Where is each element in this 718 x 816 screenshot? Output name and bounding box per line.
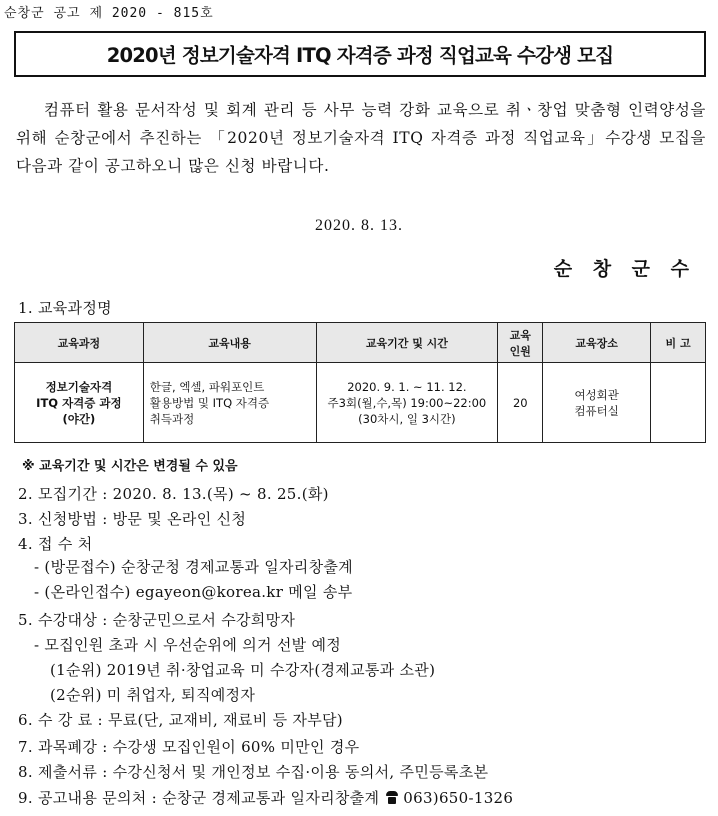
priority-1: (1순위) 2019년 취·창업교육 미 수강자(경제교통과 소관) — [50, 661, 436, 679]
place-line2: 컴퓨터실 — [574, 403, 619, 418]
content-line2: 활용방법 및 ITQ 자격증 — [149, 395, 270, 410]
intro-paragraph — [16, 96, 706, 180]
closure-condition: 7. 과목폐강 : 수강생 모집인원이 60% 미만인 경우 — [18, 738, 360, 756]
course-table — [14, 322, 706, 443]
cell-period — [316, 363, 498, 443]
cell-remarks — [651, 363, 706, 443]
priority-2: (2순위) 미 취업자, 퇴직예정자 — [50, 686, 256, 704]
cell-place — [543, 363, 651, 443]
header-course: 교육과정 — [15, 323, 144, 363]
place-line1: 여성회관 — [574, 387, 619, 402]
content-line1: 한글, 엑셀, 파워포인트 — [149, 379, 265, 394]
fee: 6. 수 강 료 : 무료(단, 교재비, 재료비 등 자부담) — [18, 711, 343, 729]
inquiry-phone: 063)650-1326 — [403, 789, 514, 807]
course-line3: (야간) — [62, 411, 96, 426]
inquiry — [18, 787, 513, 808]
reception-online: - (온라인접수) egayeon@korea.kr 메일 송부 — [34, 583, 353, 601]
schedule-note: ※ 교육기간 및 시간은 변경될 수 있음 — [22, 459, 238, 474]
header-place: 교육장소 — [543, 323, 651, 363]
header-capacity-line2: 인원 — [509, 344, 531, 358]
cell-course — [15, 363, 144, 443]
target-note: - 모집인원 초과 시 우선순위에 의거 선발 예정 — [34, 636, 342, 654]
header-remarks: 비 고 — [651, 323, 706, 363]
page-title: 2020년 정보기술자격 ITQ 자격증 과정 직업교육 수강생 모집 — [106, 44, 614, 67]
header-capacity — [498, 323, 543, 363]
period-line3: (30차시, 일 3시간) — [358, 411, 456, 426]
target: 5. 수강대상 : 순창군민으로서 수강희망자 — [18, 611, 296, 629]
section-course-name: 1. 교육과정명 — [18, 299, 112, 317]
intro-text: 컴퓨터 활용 문서작성 및 회계 관리 등 사무 능력 강화 교육으로 취ㆍ창업 맞춤형 인력양성을 위해 순창군에서 추진하는 「2020년 정보기술자격 ITQ 자격증 과정 직업교육」수강생 모집을 다음과 같이 공고하오니 많은 신청 바랍니다. — [16, 101, 706, 175]
title-box — [14, 31, 706, 77]
table-header-row — [15, 323, 706, 363]
notice-date: 2020. 8. 13. — [315, 217, 403, 234]
reception-heading: 4. 접 수 처 — [18, 535, 93, 553]
recruit-period: 2. 모집기간 : 2020. 8. 13.(목) ~ 8. 25.(화) — [18, 485, 329, 503]
header-content: 교육내용 — [143, 323, 316, 363]
course-line1: 정보기술자격 — [45, 379, 113, 394]
cell-capacity: 20 — [498, 363, 543, 443]
inquiry-text: 9. 공고내용 문의처 : 순창군 경제교통과 일자리창출계 — [18, 789, 380, 807]
reception-visit: - (방문접수) 순창군청 경제교통과 일자리창출계 — [34, 558, 353, 576]
header-period: 교육기간 및 시간 — [316, 323, 498, 363]
cell-content — [143, 363, 316, 443]
required-documents: 8. 제출서류 : 수강신청서 및 개인정보 수집·이용 동의서, 주민등록초본 — [18, 763, 489, 781]
apply-method: 3. 신청방법 : 방문 및 온라인 신청 — [18, 510, 247, 528]
course-line2: ITQ 자격증 과정 — [36, 395, 122, 410]
period-line1: 2020. 9. 1. ~ 11. 12. — [347, 379, 467, 394]
header-capacity-line1: 교육 — [509, 328, 531, 342]
sender: 순 창 군 수 — [553, 258, 696, 280]
content-line3: 취득과정 — [149, 411, 195, 426]
table-row — [15, 363, 706, 443]
telephone-icon — [385, 791, 399, 805]
period-line2: 주3회(월,수,목) 19:00~22:00 — [327, 395, 487, 410]
notice-number: 순창군 공고 제 2020 - 815호 — [4, 6, 214, 21]
